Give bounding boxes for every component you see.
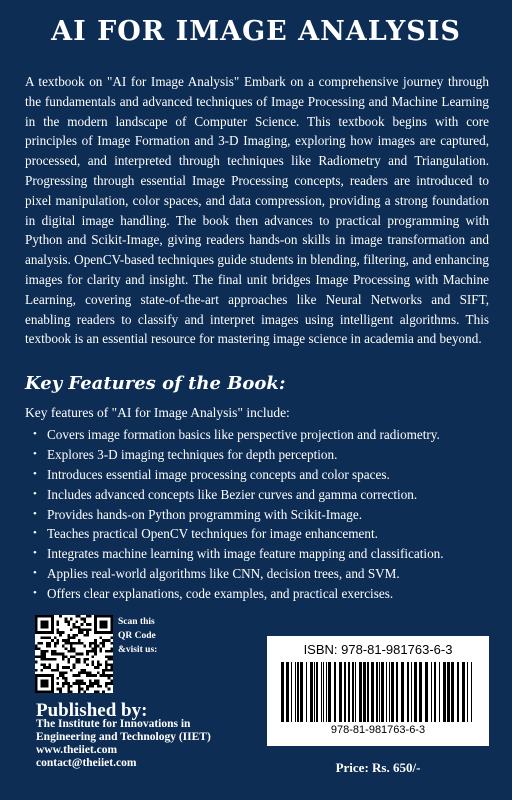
price-label: Price: Rs. 650/- [335,760,421,775]
feature-item: • Explores 3-D imaging techniques for depth perception. [25,445,495,465]
publisher-name-line: Engineering and Technology (IIET) [36,731,211,743]
feature-item: • Includes advanced concepts like Bezier curves and gamma correction. [25,485,495,505]
feature-item: • Teaches practical OpenCV techniques for image enhancement. [25,524,495,544]
feature-item: • Covers image formation basics like perspective projection and radiometry. [25,425,495,445]
book-description: A textbook on "AI for Image Analysis" Embark on a comprehensive journey through the fundamentals and advanced techniques of Image Processing and Machine Learning in the modern landscape of Computer Science. This textbook begins with core principles of Image Formation and 3-D Imaging, exploring how images are captured, processed, and interpreted through techniques like Radiometry and Triangulation. Progressing through essential Image Processing concepts, readers are introduced to pixel manipulation, color spaces, and data compression, providing a strong foundation in digital image handling. The book then advances to practical programming with Python and Scikit-Image, giving readers hands-on skills in image transformation and analysis. OpenCV-based techniques guide students in blending, filtering, and enhancing images for clarity and insight. The final unit bridges Image Processing with Machine Learning, covering state-of-the-art approaches like Neural Networks and SIFT, enabling readers to classify and interpret images using intelligent algorithms. This textbook is an essential resource for mastering image science in academia and beyond. [25,74,489,347]
barcode-bars [279,662,477,722]
publisher-email[interactable]: contact@theiiet.com [36,757,137,769]
qr-caption [118,615,178,657]
isbn-label: ISBN: 978-81-981763-6-3 [303,642,453,657]
feature-item: • Applies real-world algorithms like CNN, decision trees, and SVM. [25,564,495,584]
publisher-website[interactable]: www.theiiet.com [36,744,118,756]
feature-item: • Provides hands-on Python programming with Scikit-Image. [25,505,495,525]
features-intro: Key features of "AI for Image Analysis" include: [25,405,290,420]
isbn-barcode [267,636,489,746]
feature-item: • Offers clear explanations, code examples, and practical exercises. [25,584,495,604]
features-list [25,425,495,604]
qr-caption-line: Scan this [118,617,155,627]
feature-item: • Integrates machine learning with image feature mapping and classification. [25,544,495,564]
qr-caption-line: QR Code [118,631,156,641]
publisher-info [36,718,286,770]
qr-caption-line: &visit us: [118,645,158,655]
features-heading: Key Features of the Book: [25,373,286,394]
qr-code[interactable] [35,615,113,693]
published-by-heading: Published by: [36,700,148,721]
isbn-number: 978-81-981763-6-3 [330,724,426,736]
book-title: AI FOR IMAGE ANALYSIS [51,16,461,47]
feature-item: • Introduces essential image processing concepts and color spaces. [25,465,495,485]
publisher-name-line: The Institute for Innovations in [36,718,191,730]
